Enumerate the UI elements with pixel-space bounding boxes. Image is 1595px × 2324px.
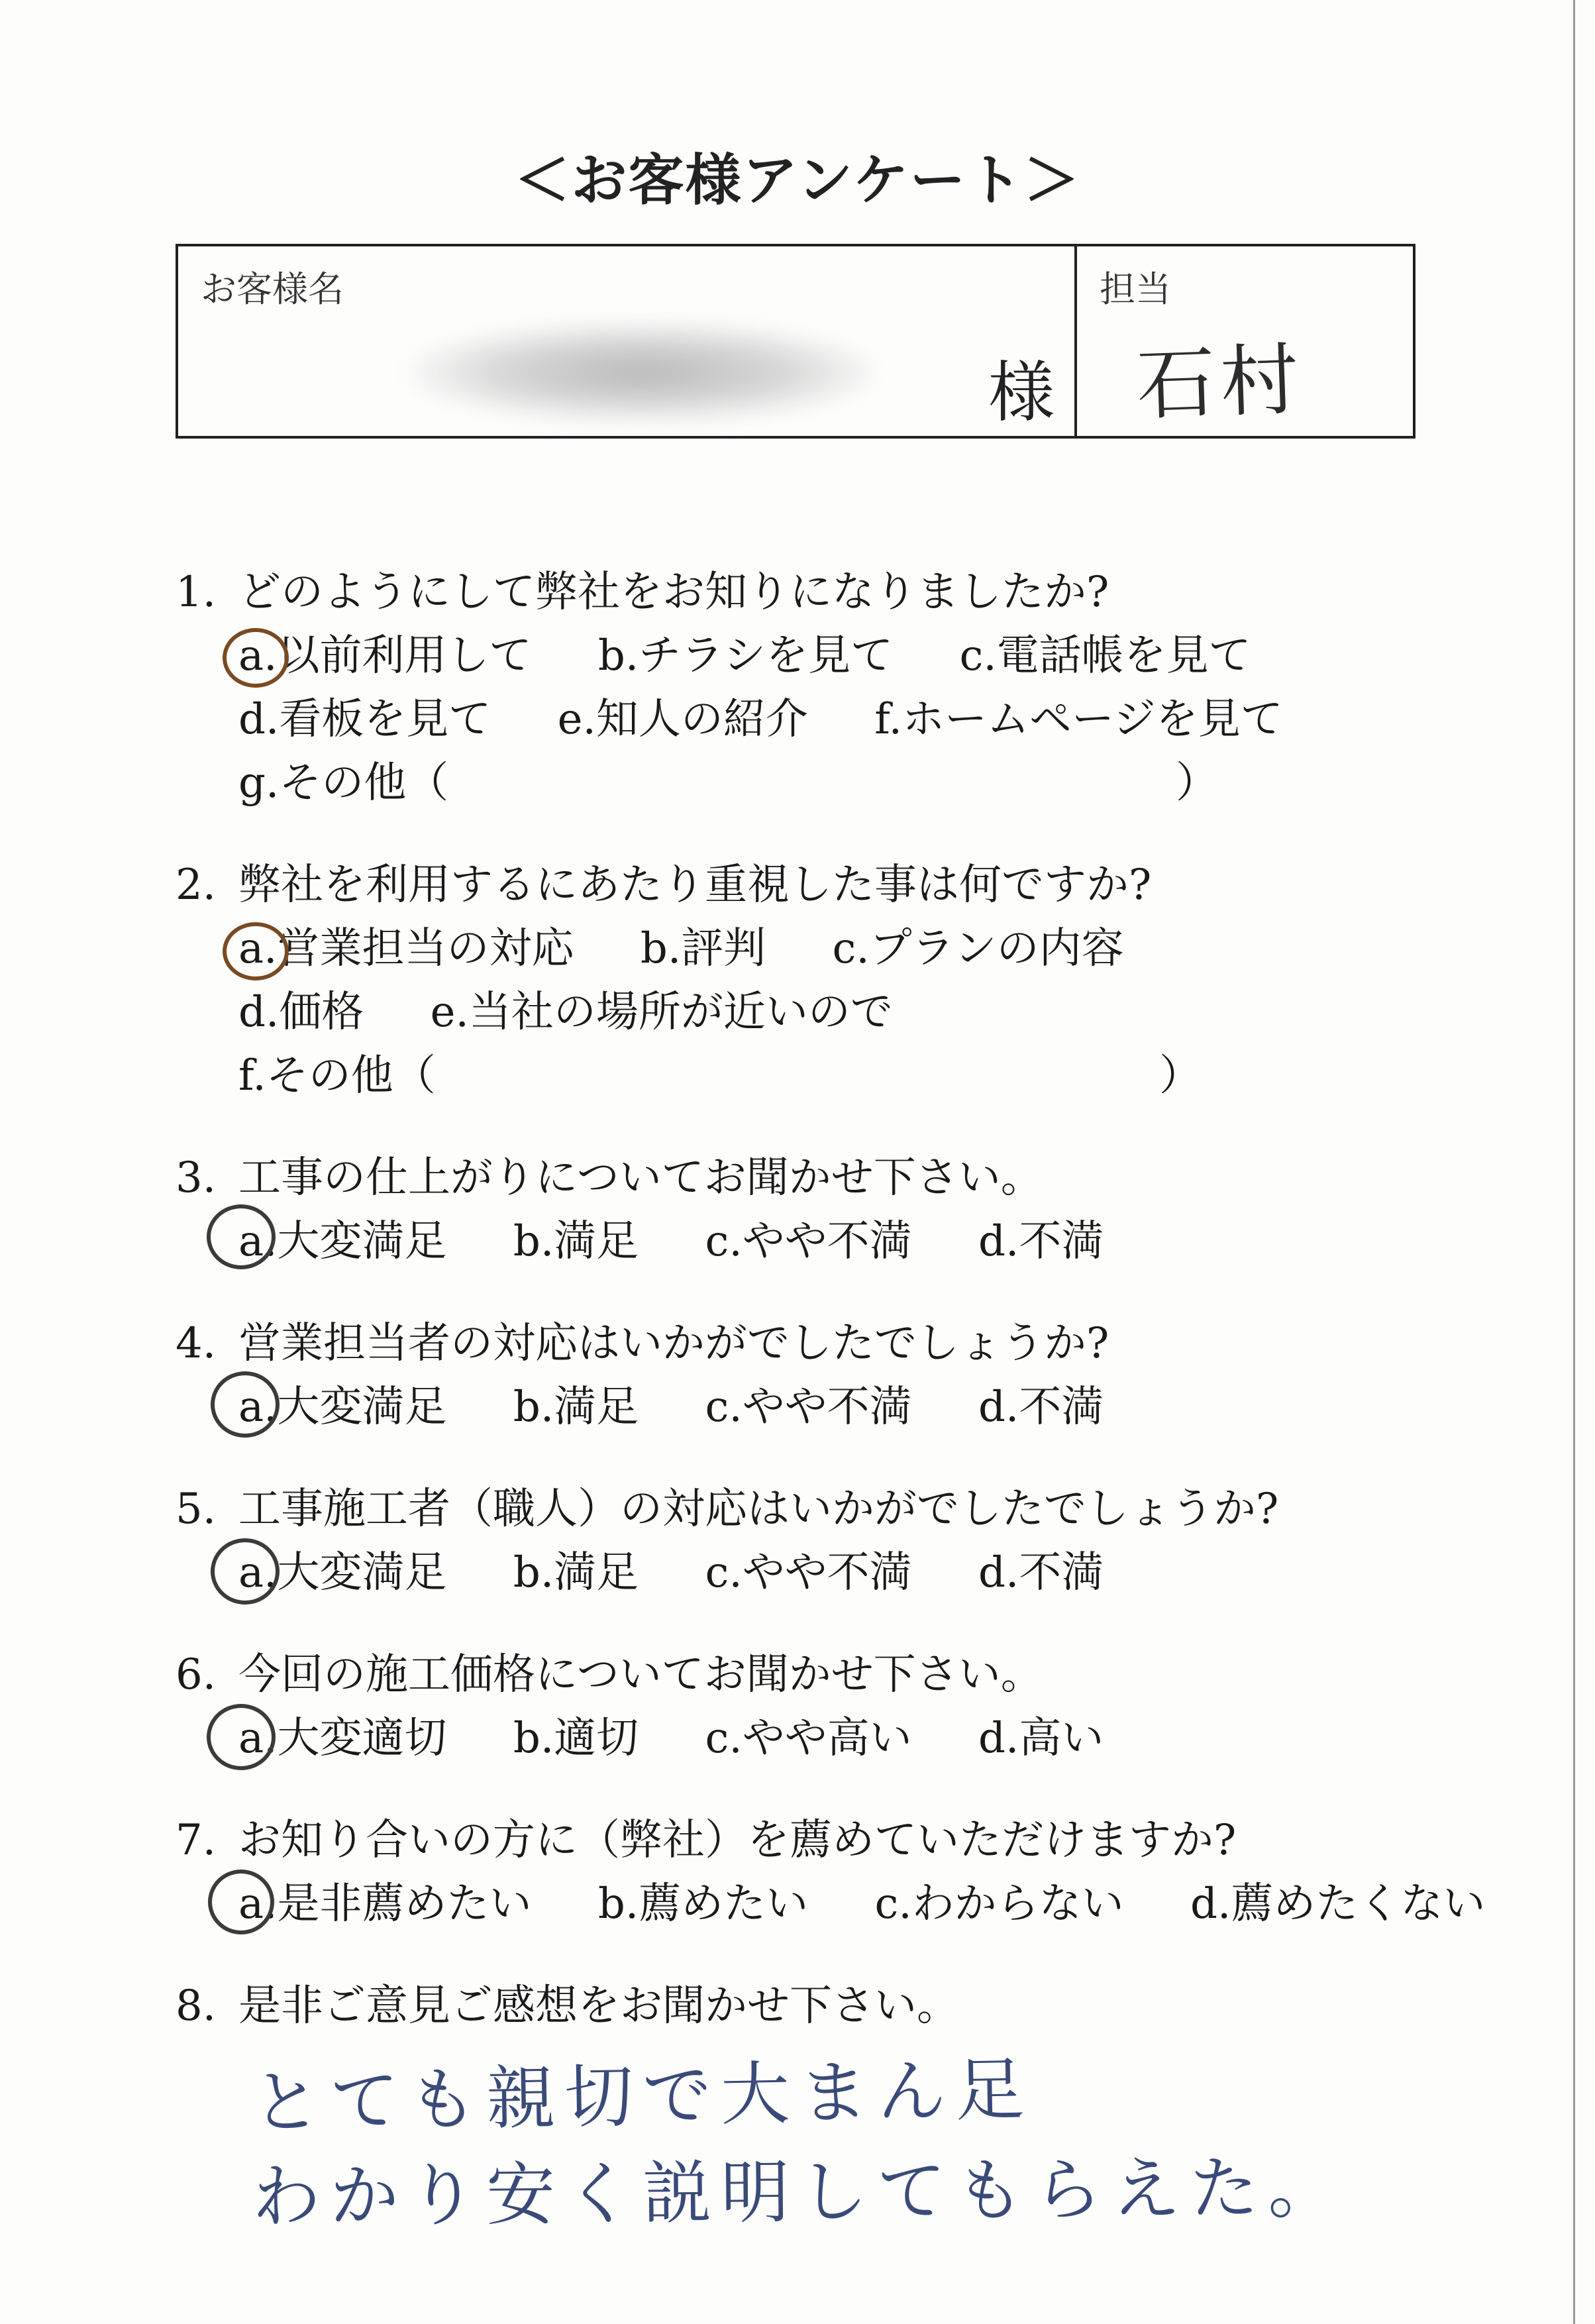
option-f[interactable]: f.その他（ bbox=[238, 1051, 436, 1100]
option-c[interactable]: c.やや不満 bbox=[705, 1217, 912, 1266]
survey-title: ＜お客様アンケート＞ bbox=[514, 148, 1081, 213]
question-7 bbox=[176, 1806, 1236, 1867]
option-d[interactable]: d.不満 bbox=[978, 1217, 1104, 1266]
q6-options-row bbox=[238, 1704, 1104, 1765]
question-text: 工事施工者（職人）の対応はいかがでしたでしょうか? bbox=[238, 1485, 1279, 1534]
option-a[interactable]: a.以前利用して bbox=[238, 631, 532, 680]
handwritten-comment-line-1: とても親切で大まん足 bbox=[251, 2048, 1035, 2144]
question-text: お知り合いの方に（弊社）を薦めていただけますか? bbox=[238, 1816, 1237, 1865]
question-4 bbox=[176, 1309, 1109, 1370]
q1-selection-circle bbox=[223, 628, 289, 688]
q7-selection-circle bbox=[208, 1870, 274, 1934]
question-text: 今回の施工価格についてお聞かせ下さい。 bbox=[238, 1650, 1043, 1699]
customer-info-table bbox=[176, 244, 1415, 439]
option-c[interactable]: c.プランの内容 bbox=[832, 924, 1124, 973]
option-g[interactable]: g.その他（ bbox=[238, 759, 449, 808]
option-a[interactable]: a.大変満足 bbox=[238, 1217, 447, 1266]
q2-options-row-3 bbox=[238, 1041, 436, 1102]
question-number: 1. bbox=[176, 568, 217, 617]
customer-name-cell bbox=[178, 246, 1077, 436]
question-text: どのようにして弊社をお知りになりましたか? bbox=[238, 568, 1109, 617]
staff-label: 担当 bbox=[1100, 268, 1171, 310]
q2-options-row-1 bbox=[238, 914, 1124, 975]
option-d[interactable]: d.価格 bbox=[238, 988, 364, 1037]
option-d[interactable]: d.不満 bbox=[978, 1548, 1104, 1597]
option-a[interactable]: a.是非薦めたい bbox=[238, 1879, 532, 1928]
option-c[interactable]: c.やや不満 bbox=[705, 1548, 912, 1597]
option-b[interactable]: b.満足 bbox=[513, 1217, 639, 1266]
question-number: 2. bbox=[176, 861, 217, 910]
option-b[interactable]: b.薦めたい bbox=[597, 1879, 809, 1928]
option-d[interactable]: d.高い bbox=[978, 1714, 1104, 1763]
q1-options-row-1 bbox=[238, 621, 1251, 682]
option-c[interactable]: c.やや高い bbox=[705, 1714, 912, 1763]
question-text: 工事の仕上がりについてお聞かせ下さい。 bbox=[238, 1153, 1043, 1202]
q5-options-row bbox=[238, 1538, 1104, 1599]
question-text: 営業担当者の対応はいかがでしたでしょうか? bbox=[238, 1319, 1109, 1368]
question-number: 8. bbox=[176, 1981, 217, 2031]
question-6 bbox=[176, 1640, 1043, 1701]
q1-options-row-2 bbox=[238, 685, 1283, 746]
option-a[interactable]: a.大変適切 bbox=[238, 1714, 447, 1763]
q4-selection-circle bbox=[211, 1371, 280, 1438]
question-number: 6. bbox=[176, 1650, 217, 1699]
q2-selection-circle bbox=[223, 922, 289, 980]
option-d[interactable]: d.看板を見て bbox=[238, 695, 491, 744]
option-c[interactable]: c.電話帳を見て bbox=[959, 631, 1251, 680]
question-text: 弊社を利用するにあたり重視した事は何ですか? bbox=[238, 861, 1152, 910]
question-2 bbox=[176, 851, 1151, 912]
staff-cell bbox=[1077, 246, 1413, 436]
q2-options-row-2 bbox=[238, 978, 893, 1039]
question-3 bbox=[176, 1143, 1043, 1204]
question-number: 5. bbox=[176, 1485, 217, 1534]
customer-name-label: お客様名 bbox=[201, 268, 344, 310]
question-number: 4. bbox=[176, 1319, 217, 1368]
option-b[interactable]: b.評判 bbox=[640, 924, 766, 973]
q1-close-paren: ） bbox=[1176, 759, 1218, 808]
option-b[interactable]: b.満足 bbox=[513, 1548, 639, 1597]
staff-name-handwritten: 石村 bbox=[1135, 333, 1306, 431]
option-d[interactable]: d.薦めたくない bbox=[1190, 1879, 1486, 1928]
question-number: 7. bbox=[176, 1816, 217, 1865]
option-a[interactable]: a.営業担当の対応 bbox=[238, 924, 574, 973]
q3-options-row bbox=[238, 1207, 1104, 1268]
option-e[interactable]: e.当社の場所が近いので bbox=[430, 988, 893, 1037]
option-e[interactable]: e.知人の紹介 bbox=[557, 695, 808, 744]
q7-options-row bbox=[238, 1870, 1485, 1930]
option-c[interactable]: c.やや不満 bbox=[705, 1383, 912, 1432]
redacted-customer-name bbox=[410, 323, 874, 422]
question-8 bbox=[176, 1972, 959, 2033]
option-b[interactable]: b.満足 bbox=[513, 1383, 639, 1432]
option-c[interactable]: c.わからない bbox=[874, 1879, 1124, 1928]
q3-selection-circle bbox=[207, 1204, 276, 1269]
q1-options-row-3 bbox=[238, 749, 448, 810]
option-a[interactable]: a.大変満足 bbox=[238, 1383, 447, 1432]
option-b[interactable]: b.適切 bbox=[513, 1714, 639, 1763]
question-number: 3. bbox=[176, 1153, 217, 1202]
option-a[interactable]: a.大変満足 bbox=[238, 1548, 447, 1597]
question-text: 是非ご意見ご感想をお聞かせ下さい。 bbox=[238, 1981, 959, 2031]
question-5 bbox=[176, 1475, 1278, 1536]
page-edge-line bbox=[1573, 0, 1575, 2324]
handwritten-comment-line-2: わかり安く説明してもらえた。 bbox=[251, 2146, 1347, 2238]
q6-selection-circle bbox=[207, 1704, 276, 1770]
option-b[interactable]: b.チラシを見て bbox=[597, 631, 894, 680]
q4-options-row bbox=[238, 1373, 1104, 1434]
question-1 bbox=[176, 558, 1109, 619]
honorific-label: 様 bbox=[988, 354, 1055, 431]
q5-selection-circle bbox=[211, 1538, 280, 1605]
q2-close-paren: ） bbox=[1159, 1051, 1202, 1100]
option-f[interactable]: f.ホームページを見て bbox=[874, 695, 1283, 744]
option-d[interactable]: d.不満 bbox=[978, 1383, 1104, 1432]
